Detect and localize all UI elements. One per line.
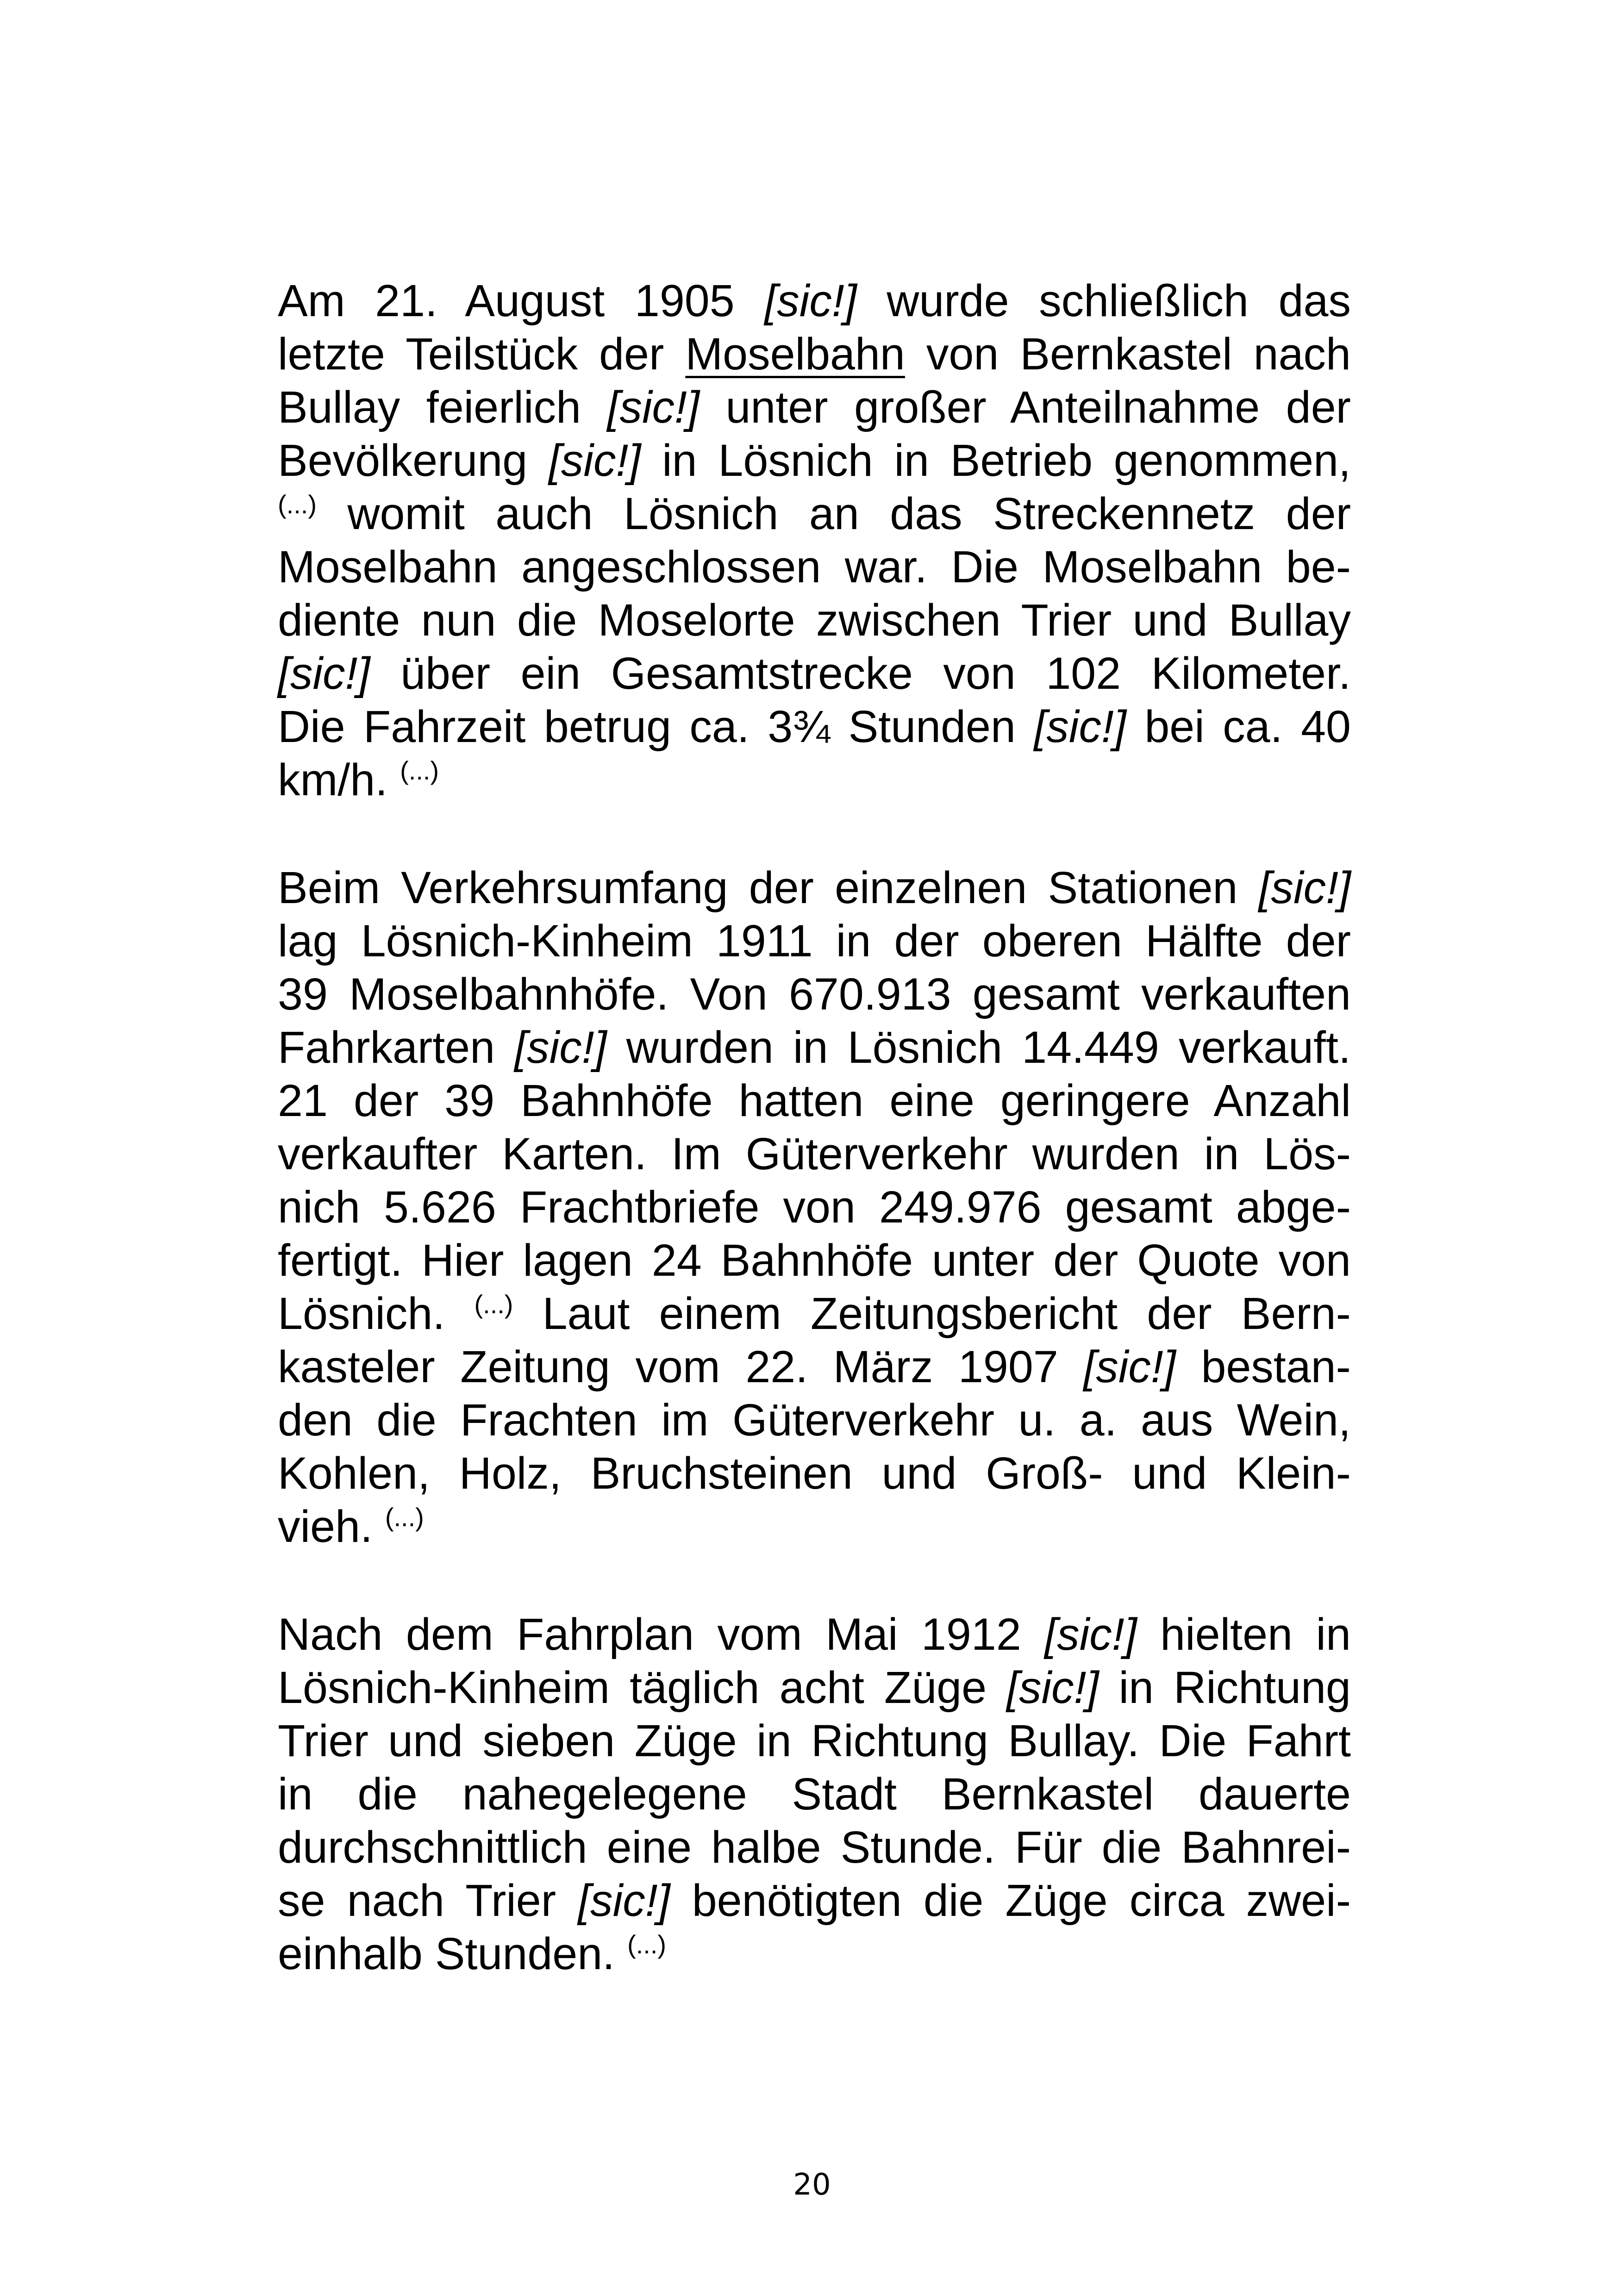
paragraph-timetable-1912 — [278, 1608, 1351, 1980]
paragraph-moselbahn-opening — [278, 274, 1351, 806]
sic-marker: [sic!] — [1258, 862, 1351, 913]
sic-marker: [sic!] — [1006, 1662, 1099, 1713]
sic-marker: [sic!] — [514, 1022, 607, 1073]
text-line: Lösnich. (...) Laut einem Zeitungsbericht der Bern- — [278, 1288, 1351, 1339]
text-line: letzte Teilstück der Moselbahn von Bernkastel nach — [278, 329, 1351, 379]
text-line: in die nahegelegene Stadt Bernkastel dauerte — [278, 1769, 1351, 1819]
paragraph-traffic-volume — [278, 861, 1351, 1553]
text-line: verkaufter Karten. Im Güterverkehr wurden in Lös- — [278, 1129, 1351, 1179]
text-line: Kohlen, Holz, Bruchsteinen und Groß- und Klein- — [278, 1448, 1351, 1498]
text-line: Bullay feierlich [sic!] unter großer Anteilnahme der — [278, 382, 1351, 432]
text-line: Beim Verkehrsumfang der einzelnen Stationen [sic!] — [278, 862, 1351, 913]
sic-marker: [sic!] — [607, 382, 700, 432]
text-line: einhalb Stunden. (...) — [278, 1928, 667, 1979]
sic-marker: [sic!] — [278, 648, 370, 698]
omission-note: (...) — [400, 756, 439, 785]
omission-note: (...) — [627, 1930, 667, 1959]
omission-note: (...) — [278, 490, 317, 519]
text-line: den die Frachten im Güterverkehr u. a. aus Wein, — [278, 1395, 1351, 1445]
text-line: 21 der 39 Bahnhöfe hatten eine geringere Anzahl — [278, 1075, 1351, 1126]
text-line: 39 Moselbahnhöfe. Von 670.913 gesamt verkauften — [278, 969, 1351, 1019]
text-line: Nach dem Fahrplan vom Mai 1912 [sic!] hielten in — [278, 1609, 1351, 1659]
page-number: 20 — [793, 2168, 831, 2202]
text-line: Am 21. August 1905 [sic!] wurde schließlich das — [278, 275, 1351, 326]
text-line: km/h. (...) — [278, 755, 439, 805]
text-line: kasteler Zeitung vom 22. März 1907 [sic!] bestan- — [278, 1341, 1351, 1392]
text-line: fertigt. Hier lagen 24 Bahnhöfe unter der Quote von — [278, 1235, 1351, 1285]
sic-marker: [sic!] — [578, 1875, 670, 1926]
text-line: se nach Trier [sic!] benötigten die Züge circa zwei- — [278, 1875, 1351, 1926]
text-line: Lösnich-Kinheim täglich acht Züge [sic!] in Richtung — [278, 1662, 1351, 1713]
omission-note: (...) — [474, 1290, 513, 1319]
text-line: durchschnittlich eine halbe Stunde. Für die Bahnrei- — [278, 1822, 1351, 1872]
text-line: nich 5.626 Frachtbriefe von 249.976 gesamt abge- — [278, 1182, 1351, 1232]
moselbahn-underlined-term: Moselbahn — [685, 329, 905, 379]
text-line: Moselbahn angeschlossen war. Die Moselbahn be- — [278, 542, 1351, 592]
sic-marker: [sic!] — [1083, 1341, 1176, 1392]
text-line: lag Lösnich-Kinheim 1911 in der oberen Hälfte der — [278, 916, 1351, 966]
text-line: Die Fahrzeit betrug ca. 3¾ Stunden [sic!] bei ca. 40 — [278, 701, 1351, 752]
omission-note: (...) — [385, 1503, 424, 1532]
sic-marker: [sic!] — [1034, 701, 1126, 752]
sic-marker: [sic!] — [1044, 1609, 1137, 1659]
text-line: Fahrkarten [sic!] wurden in Lösnich 14.449 verkauft. — [278, 1022, 1351, 1073]
sic-marker: [sic!] — [548, 435, 641, 486]
text-line: (...) womit auch Lösnich an das Streckennetz der — [278, 488, 1351, 539]
text-line: Trier und sieben Züge in Richtung Bullay. Die Fahrt — [278, 1715, 1351, 1766]
document-body — [278, 274, 1351, 2035]
text-line: Bevölkerung [sic!] in Lösnich in Betrieb genommen, — [278, 435, 1351, 486]
text-line: [sic!] über ein Gesamtstrecke von 102 Kilometer. — [278, 648, 1351, 698]
text-line: diente nun die Moselorte zwischen Trier und Bullay — [278, 595, 1351, 645]
sic-marker: [sic!] — [764, 275, 857, 326]
text-line: vieh. (...) — [278, 1501, 424, 1552]
